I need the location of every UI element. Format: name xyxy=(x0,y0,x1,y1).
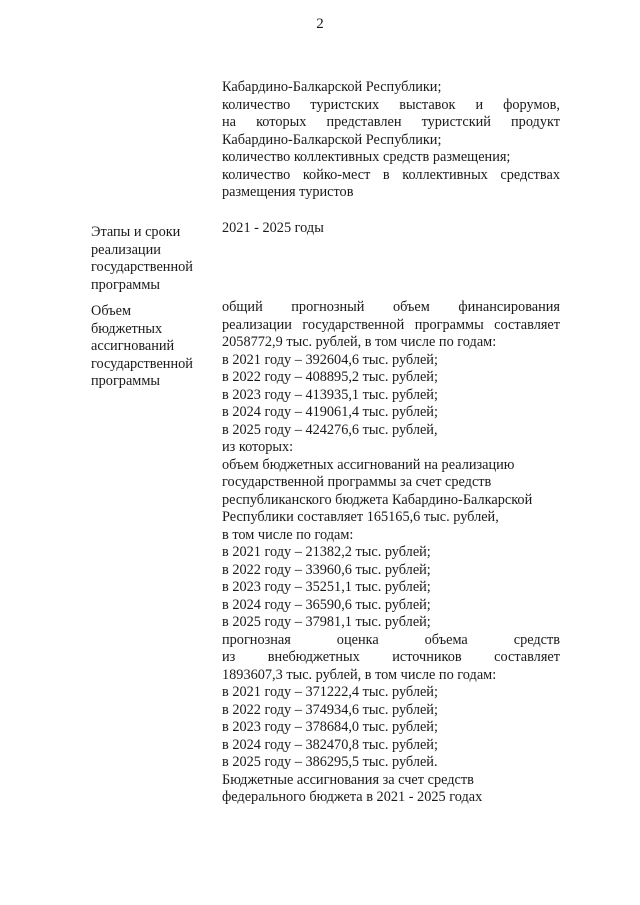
funding-year-line: в 2023 году – 413935,1 тыс. рублей; xyxy=(222,386,438,403)
indicator-line: Кабардино-Балкарской Республики; xyxy=(222,131,442,148)
stages-label-line: реализации xyxy=(91,241,161,258)
stages-value-block xyxy=(222,220,560,238)
funding-label-line: бюджетных xyxy=(91,320,163,337)
funding-line: Республики составляет 165165,6 тыс. рублей, xyxy=(222,509,499,525)
funding-year-line: в 2025 году – 37981,1 тыс. рублей; xyxy=(222,614,431,630)
stages-label-line: Этапы и сроки xyxy=(91,224,181,240)
funding-line: федерального бюджета в 2021 - 2025 годах xyxy=(222,789,483,805)
funding-label-line: Объем xyxy=(91,303,132,319)
funding-year-line: в 2025 году – 424276,6 тыс. рублей, xyxy=(222,421,438,438)
funding-year-line: в 2025 году – 386295,5 тыс. рублей. xyxy=(222,754,438,770)
funding-year-line: в 2024 году – 419061,4 тыс. рублей; xyxy=(222,404,438,420)
funding-label-line: ассигнований xyxy=(91,338,175,354)
funding-line: республиканского бюджета Кабардино-Балкарской xyxy=(222,491,533,508)
indicators-block xyxy=(222,79,560,202)
funding-line: общий прогнозный объем финансирования xyxy=(222,299,560,315)
funding-line: Бюджетные ассигнования за счет средств xyxy=(222,771,474,788)
funding-label-line: государственной xyxy=(91,355,193,372)
funding-line: из которых: xyxy=(222,439,294,455)
funding-label-line: программы xyxy=(91,373,161,389)
indicator-line: на которых представлен туристский продукт xyxy=(222,114,560,130)
funding-year-line: в 2021 году – 21382,2 тыс. рублей; xyxy=(222,544,431,560)
funding-year-line: в 2024 году – 382470,8 тыс. рублей; xyxy=(222,736,438,753)
funding-line: 1893607,3 тыс. рублей, в том числе по годам: xyxy=(222,666,497,683)
page-number: 2 xyxy=(316,16,324,32)
funding-label xyxy=(91,303,209,391)
funding-line: в том числе по годам: xyxy=(222,526,354,543)
indicator-line: Кабардино-Балкарской Республики; xyxy=(222,79,442,95)
stages-label-line: программы xyxy=(91,276,161,293)
funding-line: из внебюджетных источников составляет xyxy=(222,649,560,665)
funding-year-line: в 2021 году – 392604,6 тыс. рублей; xyxy=(222,351,438,368)
funding-year-line: в 2022 году – 33960,6 тыс. рублей; xyxy=(222,561,431,578)
funding-year-line: в 2022 году – 408895,2 тыс. рублей; xyxy=(222,369,438,385)
funding-year-line: в 2021 году – 371222,4 тыс. рублей; xyxy=(222,684,438,700)
funding-value-block xyxy=(222,299,560,807)
funding-line: 2058772,9 тыс. рублей, в том числе по годам: xyxy=(222,334,497,350)
indicator-line: размещения туристов xyxy=(222,184,354,200)
funding-year-line: в 2022 году – 374934,6 тыс. рублей; xyxy=(222,701,438,718)
funding-line: объем бюджетных ассигнований на реализацию xyxy=(222,456,515,473)
indicator-line: количество коллективных средств размещения; xyxy=(222,149,511,165)
stages-label-line: государственной xyxy=(91,259,193,275)
funding-line: реализации государственной программы составляет xyxy=(222,316,560,333)
funding-line: государственной программы за счет средств xyxy=(222,474,492,490)
stages-value: 2021 - 2025 годы xyxy=(222,220,324,236)
funding-year-line: в 2023 году – 35251,1 тыс. рублей; xyxy=(222,579,431,595)
indicator-line: количество койко-мест в коллективных средствах xyxy=(222,166,560,183)
funding-year-line: в 2024 году – 36590,6 тыс. рублей; xyxy=(222,596,431,613)
funding-year-line: в 2023 году – 378684,0 тыс. рублей; xyxy=(222,719,438,735)
stages-label xyxy=(91,224,209,294)
indicator-line: количество туристских выставок и форумов, xyxy=(222,96,560,113)
funding-line: прогнозная оценка объема средств xyxy=(222,631,560,648)
